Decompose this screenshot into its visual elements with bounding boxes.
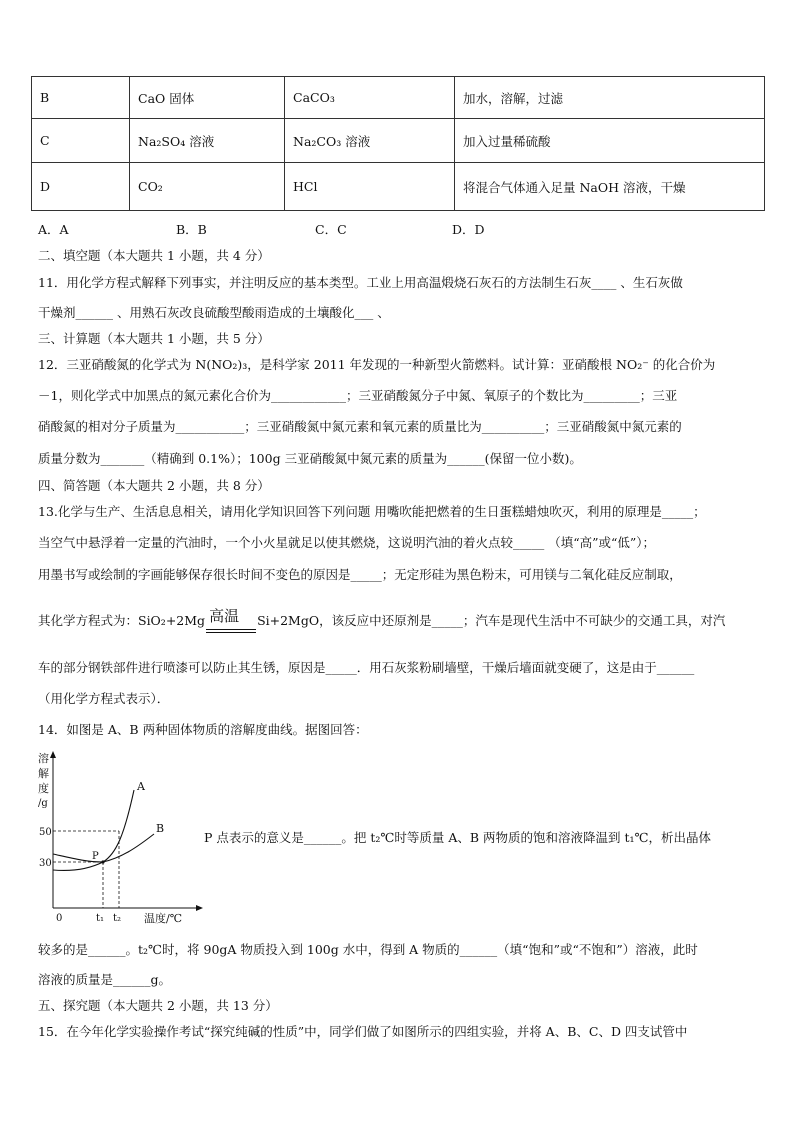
q13-line-5: 车的部分钢铁部件进行喷漆可以防止其生锈，原因是_____．用石灰浆粉刷墙壁，干燥后墙面就变硬了，这是由于______ — [38, 660, 695, 675]
y-tick-50: 50 — [39, 827, 52, 838]
q12-line-4: 质量分数为_______（精确到 0.1%）；100g 三亚硝酸氮中氮元素的质量为______(保留一位小数)。 — [38, 451, 582, 466]
options-table — [31, 76, 765, 211]
t2-label: t₂ — [113, 913, 122, 924]
section-4-heading: 四、简答题（本大题共 2 小题，共 8 分） — [38, 478, 270, 493]
row-label: B — [32, 77, 130, 119]
table-row — [32, 163, 765, 211]
point-p-label: P — [92, 851, 99, 862]
q14-side-text: P 点表示的意义是______。把 t₂℃时等质量 A、B 两物质的饱和溶液降温到 t₁℃，析出晶体 — [204, 830, 712, 845]
y-label-char: 度 — [38, 782, 49, 795]
y-unit: /g — [38, 798, 48, 809]
q12-line-2: －1，则化学式中加黑点的氮元素化合价为____________；三亚硝酸氮分子中氮、氧原子的个数比为_________；三亚 — [38, 388, 678, 403]
choice-b[interactable]: B．B — [176, 222, 207, 237]
origin-label: 0 — [56, 913, 63, 924]
y-tick-30: 30 — [39, 858, 52, 869]
method-cell: 加水，溶解，过滤 — [455, 77, 765, 119]
q13-line-6: （用化学方程式表示）． — [38, 691, 170, 706]
table-row — [32, 77, 765, 119]
q11-line-1: 11．用化学方程式解释下列事实，并注明反应的基本类型。工业上用高温煅烧石灰石的方法制生石灰____ 、生石灰做 — [38, 275, 683, 290]
condition-text: 高温 — [209, 607, 240, 625]
y-label-char: 溶 — [38, 752, 49, 765]
q14-line-2: 较多的是______。t₂℃时，将 90gA 物质投入到 100g 水中，得到 A 物质的______（填“饱和”或“不饱和”）溶液，此时 — [38, 942, 698, 957]
impurity-cell: CaCO₃ — [285, 77, 455, 119]
equation-right: Si+2MgO，该反应中还原剂是_____；汽车是现代生活中不可缺少的交通工具，对汽 — [257, 613, 726, 628]
y-label-char: 解 — [38, 767, 49, 780]
x-axis-arrow — [196, 905, 203, 911]
choice-a[interactable]: A．A — [38, 222, 69, 237]
q13-line-1: 13.化学与生产、生活息息相关，请用化学知识回答下列问题 用嘴吹能把燃着的生日蛋糕蜡烛吹灭，利用的原理是_____； — [38, 504, 706, 519]
table-row — [32, 119, 765, 163]
x-axis-label: 温度/℃ — [144, 912, 183, 925]
impurity-cell: Na₂CO₃ 溶液 — [285, 119, 455, 163]
section-5-heading: 五、探究题（本大题共 2 小题，共 13 分） — [38, 998, 278, 1013]
t1-label: t₁ — [96, 913, 105, 924]
method-cell: 加入过量稀硫酸 — [455, 119, 765, 163]
equation-left: 其化学方程式为：SiO₂+2Mg — [38, 613, 206, 628]
point-p — [101, 860, 104, 863]
row-label: D — [32, 163, 130, 211]
q13-line-2: 当空气中悬浮着一定量的汽油时，一个小火星就足以使其燃烧，这说明汽油的着火点较_____ （填“高”或“低”）； — [38, 535, 656, 550]
q13-line-4 — [38, 607, 726, 629]
curve-a-label: A — [137, 780, 145, 793]
section-3-heading: 三、计算题（本大题共 1 小题，共 5 分） — [38, 331, 270, 346]
row-label: C — [32, 119, 130, 163]
q12-line-3: 硝酸氮的相对分子质量为___________；三亚硝酸氮中氮元素和氧元素的质量比为__________；三亚硝酸氮中氮元素的 — [38, 419, 682, 434]
curve-b — [53, 834, 154, 862]
y-axis-arrow — [50, 751, 56, 758]
q15-line-1: 15．在今年化学实验操作考试“探究纯碱的性质”中，同学们做了如图所示的四组实验，并将 A、B、C、D 四支试管中 — [38, 1024, 688, 1039]
equals-sign — [206, 629, 256, 633]
q11-line-2: 干燥剂______ 、用熟石灰改良硫酸型酸雨造成的土壤酸化___ 、 — [38, 305, 390, 320]
choice-c[interactable]: C．C — [315, 222, 347, 237]
q14-line-3: 溶液的质量是______g。 — [38, 972, 172, 987]
curve-b-label: B — [156, 822, 165, 835]
substance-cell: CO₂ — [130, 163, 285, 211]
substance-cell: CaO 固体 — [130, 77, 285, 119]
q13-line-3: 用墨书写或绘制的字画能够保存很长时间不变色的原因是_____；无定形硅为黑色粉末，可用镁与二氧化硅反应制取， — [38, 567, 682, 582]
method-cell: 将混合气体通入足量 NaOH 溶液，干燥 — [455, 163, 765, 211]
section-2-heading: 二、填空题（本大题共 1 小题，共 4 分） — [38, 248, 270, 263]
substance-cell: Na₂SO₄ 溶液 — [130, 119, 285, 163]
q14-line-1: 14．如图是 A、B 两种固体物质的溶解度曲线。据图回答： — [38, 722, 368, 737]
impurity-cell: HCl — [285, 163, 455, 211]
solubility-chart — [36, 748, 212, 928]
q12-line-1: 12．三亚硝酸氮的化学式为 N(NO₂)₃，是科学家 2011 年发现的一种新型火箭燃料。试计算：亚硝酸根 NO₂⁻ 的化合价为 — [38, 357, 716, 372]
choice-d[interactable]: D．D — [452, 222, 485, 237]
